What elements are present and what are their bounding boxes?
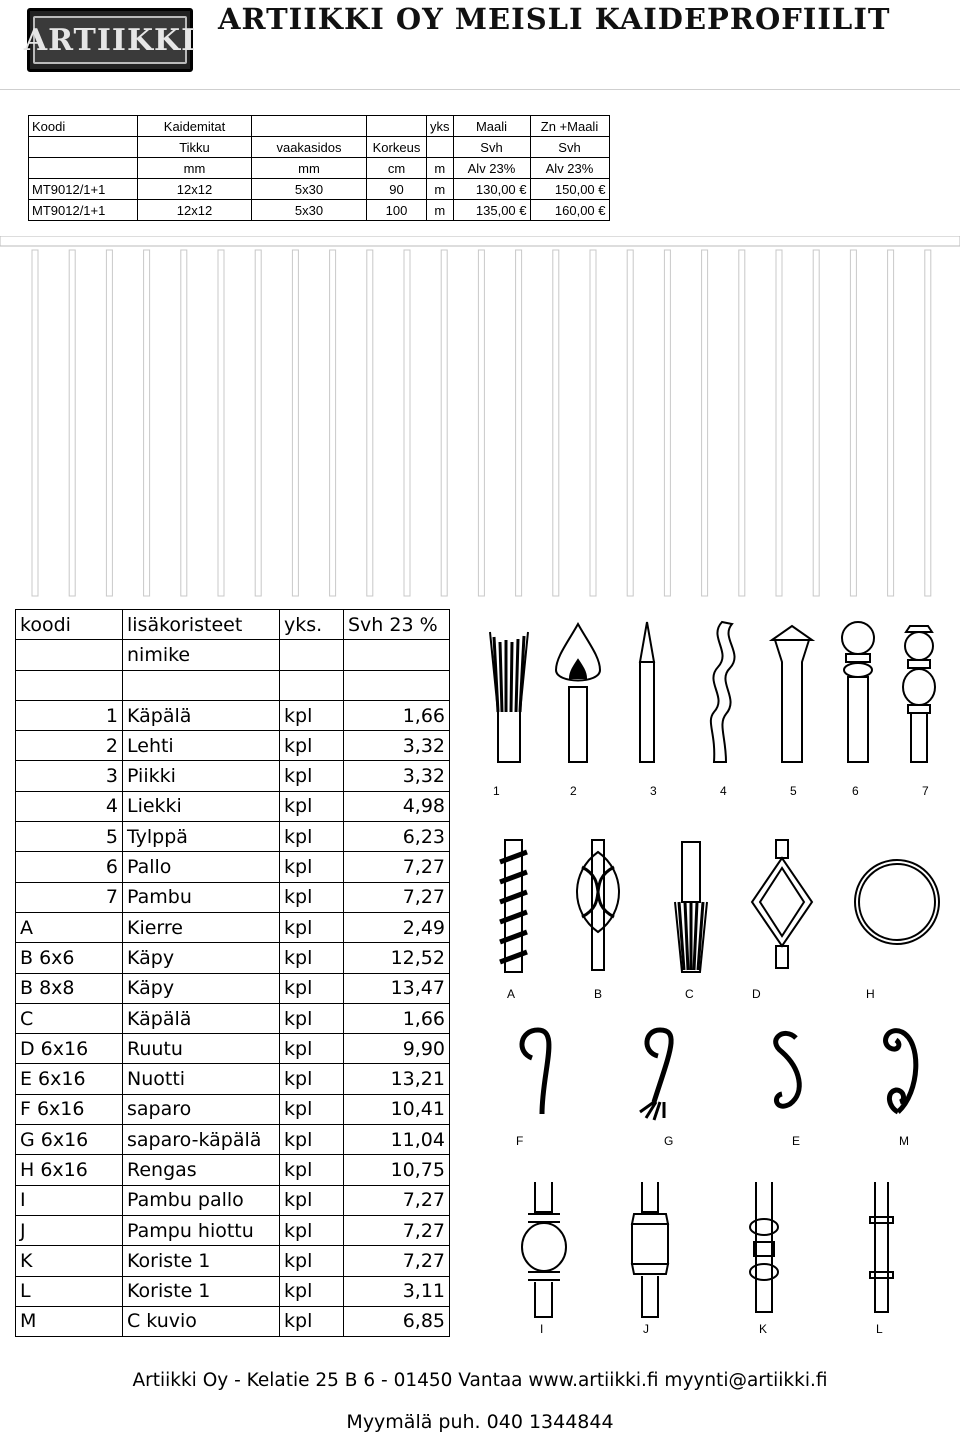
accessory-unit: kpl (280, 943, 344, 973)
price-table-row (29, 116, 610, 137)
logo-plate (23, 16, 197, 64)
accessory-name: Piikki (123, 761, 280, 791)
accessory-row (16, 1276, 450, 1306)
accessory-name: Kierre (123, 912, 280, 942)
railing-baluster (627, 250, 633, 596)
accessory-unit: kpl (280, 1003, 344, 1033)
railing-baluster (404, 250, 410, 596)
accessory-price: 7,27 (344, 1185, 450, 1215)
railing-baluster (590, 250, 596, 596)
accessory-unit: kpl (280, 973, 344, 1003)
railing-baluster (739, 250, 745, 596)
ornament-2-lehti (556, 624, 600, 762)
accessory-code: C (16, 1003, 123, 1033)
ornament-label: K (759, 1322, 768, 1336)
price-table-cell: 12x12 (138, 179, 252, 200)
railing-baluster (330, 250, 336, 596)
accessory-code: I (16, 1185, 123, 1215)
accessory-name: Koriste 1 (123, 1246, 280, 1276)
ornament-b-kapy (577, 840, 619, 970)
railing-baluster (218, 250, 224, 596)
ornament-label: M (899, 1134, 909, 1148)
accessory-code: F 6x16 (16, 1094, 123, 1124)
footer-contact: Artiikki Oy - Kelatie 25 B 6 - 01450 Vantaa www.artiikki.fi myynti@artiikki.fi (132, 1370, 828, 1391)
accessory-price: 1,66 (344, 700, 450, 730)
ornament-label: I (540, 1322, 544, 1336)
ornament-label: F (516, 1134, 524, 1148)
price-table-cell: Korkeus (367, 137, 427, 158)
railing-baluster (888, 250, 894, 596)
accessory-unit: kpl (280, 1185, 344, 1215)
accessory-unit: kpl (280, 791, 344, 821)
accessory-name: Ruutu (123, 1034, 280, 1064)
price-table-cell: Tikku (138, 137, 252, 158)
price-table-cell: 135,00 € (453, 200, 530, 221)
ornament-label: 2 (570, 784, 577, 798)
ornament-c-kapala (675, 842, 707, 972)
price-table-cell: vaakasidos (252, 137, 367, 158)
accessory-row (16, 761, 450, 791)
page-title: ARTIIKKI OY MEISLI KAIDEPROFIILIT (218, 2, 891, 36)
accessory-name: Käpy (123, 973, 280, 1003)
accessory-unit: kpl (280, 912, 344, 942)
accessory-name: Lehti (123, 731, 280, 761)
accessory-row (16, 912, 450, 942)
accessory-code: J (16, 1215, 123, 1245)
accessory-row (16, 973, 450, 1003)
railing-baluster (32, 250, 38, 596)
accessory-row (16, 1306, 450, 1336)
accessory-name: Käpy (123, 943, 280, 973)
accessory-price: 3,11 (344, 1276, 450, 1306)
accessory-code: B 6x6 (16, 943, 123, 973)
header-divider (0, 89, 960, 90)
price-table-cell: Kaidemitat (138, 116, 252, 137)
price-table-cell: yks (427, 116, 454, 137)
accessory-unit: kpl (280, 852, 344, 882)
railing-illustration (0, 236, 960, 598)
accessory-price: 10,75 (344, 1155, 450, 1185)
accessory-code: H 6x16 (16, 1155, 123, 1185)
accessory-price: 6,85 (344, 1306, 450, 1336)
price-table-cell: 150,00 € (530, 179, 609, 200)
company-logo (23, 8, 197, 72)
accessory-unit: kpl (280, 1306, 344, 1336)
railing-baluster (813, 250, 819, 596)
ornament-label: 7 (922, 784, 929, 798)
accessory-unit: kpl (280, 1246, 344, 1276)
price-table-cell (427, 137, 454, 158)
price-table-cell: Alv 23% (453, 158, 530, 179)
railing-baluster (255, 250, 261, 596)
ornament-label: C (685, 987, 694, 1001)
price-table-cell (252, 116, 367, 137)
accessory-unit: kpl (280, 1125, 344, 1155)
railing-baluster (292, 250, 298, 596)
accessory-unit: kpl (280, 761, 344, 791)
price-table-cell: cm (367, 158, 427, 179)
ornament-label: J (643, 1322, 649, 1336)
accessory-name: saparo-käpälä (123, 1125, 280, 1155)
accessory-unit: kpl (280, 1064, 344, 1094)
accessory-row (16, 1034, 450, 1064)
accessory-code: G 6x16 (16, 1125, 123, 1155)
ornament-4-liekki (711, 622, 735, 762)
accessory-price: 7,27 (344, 1215, 450, 1245)
ornament-g-saparo-kapala (640, 1030, 671, 1120)
price-table-cell: 5x30 (252, 179, 367, 200)
accessory-name: Nuotti (123, 1064, 280, 1094)
accessory-unit: kpl (280, 731, 344, 761)
accessory-name: Pampu hiottu (123, 1215, 280, 1245)
accessory-price: 6,23 (344, 822, 450, 852)
accessory-subheader-row (16, 640, 450, 670)
railing-baluster (441, 250, 447, 596)
ornament-label: 1 (493, 784, 500, 798)
ornament-6-pallo (842, 622, 874, 762)
railing-baluster (516, 250, 522, 596)
accessory-unit: kpl (280, 1276, 344, 1306)
accessory-name: Liekki (123, 791, 280, 821)
accessory-unit: kpl (280, 700, 344, 730)
price-table-row (29, 158, 610, 179)
railing-baluster (69, 250, 75, 596)
col-header-nimike: nimike (123, 640, 280, 670)
accessory-price: 11,04 (344, 1125, 450, 1155)
accessory-row (16, 1246, 450, 1276)
ornament-e-nuotti (776, 1033, 800, 1106)
col-header-svh: Svh 23 % (344, 610, 450, 640)
price-table-row (29, 179, 610, 200)
ornament-d-ruutu (752, 840, 812, 968)
railing-baluster (181, 250, 187, 596)
accessory-name: C kuvio (123, 1306, 280, 1336)
price-table-cell: m (427, 200, 454, 221)
price-table-row (29, 137, 610, 158)
accessory-code: 5 (16, 822, 123, 852)
accessory-header-row (16, 610, 450, 640)
railing-baluster (478, 250, 484, 596)
ornament-label: 4 (720, 784, 727, 798)
accessory-row (16, 852, 450, 882)
accessory-unit: kpl (280, 1094, 344, 1124)
accessory-code: E 6x16 (16, 1064, 123, 1094)
price-table-cell: MT9012/1+1 (29, 200, 138, 221)
accessory-code: B 8x8 (16, 973, 123, 1003)
railing-balusters (32, 250, 960, 596)
accessory-code: 7 (16, 882, 123, 912)
price-table-cell: 90 (367, 179, 427, 200)
accessory-price: 7,27 (344, 882, 450, 912)
ornament-1-kapala (490, 632, 528, 762)
railing-baluster (702, 250, 708, 596)
ornament-f-saparo (522, 1030, 549, 1114)
accessory-name: saparo (123, 1094, 280, 1124)
accessory-name: Pambu (123, 882, 280, 912)
accessory-price: 7,27 (344, 852, 450, 882)
price-table-row (29, 200, 610, 221)
price-table-cell: Maali (453, 116, 530, 137)
ornament-label: 3 (650, 784, 657, 798)
accessory-price: 12,52 (344, 943, 450, 973)
accessory-unit: kpl (280, 822, 344, 852)
accessory-code: 3 (16, 761, 123, 791)
railing-baluster (144, 250, 150, 596)
ornament-label: L (876, 1322, 883, 1336)
accessory-name: Tylppä (123, 822, 280, 852)
ornament-m-c-kuvio (886, 1031, 916, 1112)
accessory-code: K (16, 1246, 123, 1276)
ornament-5-tylppa (772, 626, 812, 762)
price-table-cell: Koodi (29, 116, 138, 137)
col-header-koodi: koodi (16, 610, 123, 640)
accessory-price: 10,41 (344, 1094, 450, 1124)
accessory-row (16, 1064, 450, 1094)
ornament-label: B (594, 987, 603, 1001)
price-table-cell: m (427, 158, 454, 179)
accessory-price: 1,66 (344, 1003, 450, 1033)
logo-text: ARTIIKKI (23, 22, 197, 58)
price-table-cell: Svh (530, 137, 609, 158)
accessory-price: 3,32 (344, 731, 450, 761)
price-table-cell: MT9012/1+1 (29, 179, 138, 200)
accessory-code: L (16, 1276, 123, 1306)
ornament-label: 6 (852, 784, 859, 798)
ornament-label: D (752, 987, 761, 1001)
accessory-row (16, 1094, 450, 1124)
accessory-code: 2 (16, 731, 123, 761)
accessory-unit: kpl (280, 1215, 344, 1245)
accessory-code: 6 (16, 852, 123, 882)
railing-baluster (553, 250, 559, 596)
price-table (28, 115, 610, 221)
accessory-row (16, 731, 450, 761)
accessory-price: 13,21 (344, 1064, 450, 1094)
accessory-name: Pambu pallo (123, 1185, 280, 1215)
accessory-price: 4,98 (344, 791, 450, 821)
price-table-cell: Alv 23% (530, 158, 609, 179)
ornament-drawings (470, 612, 960, 1352)
accessory-code: 1 (16, 700, 123, 730)
accessory-unit: kpl (280, 882, 344, 912)
ornament-label: 5 (790, 784, 797, 798)
ornament-label: H (866, 987, 875, 1001)
col-header-yks: yks. (280, 610, 344, 640)
railing-baluster (367, 250, 373, 596)
accessory-row (16, 1185, 450, 1215)
accessory-row (16, 822, 450, 852)
accessory-code: A (16, 912, 123, 942)
price-table-cell (29, 137, 138, 158)
accessory-spacer-row (16, 670, 450, 700)
ornament-i-pambu-pallo (522, 1182, 566, 1317)
railing-baluster (776, 250, 782, 596)
accessory-row (16, 943, 450, 973)
price-table-cell: mm (138, 158, 252, 179)
accessory-price: 2,49 (344, 912, 450, 942)
ornament-a-kierre (500, 840, 527, 972)
price-table-cell: Zn +Maali (530, 116, 609, 137)
ornament-label: G (664, 1134, 674, 1148)
railing-baluster (850, 250, 856, 596)
accessory-table (15, 609, 450, 1337)
accessory-name: Koriste 1 (123, 1276, 280, 1306)
accessory-name: Pallo (123, 852, 280, 882)
accessory-unit: kpl (280, 1155, 344, 1185)
accessory-row (16, 882, 450, 912)
accessory-code: D 6x16 (16, 1034, 123, 1064)
accessory-row (16, 791, 450, 821)
footer-phone: Myymälä puh. 040 1344844 (346, 1411, 614, 1433)
accessory-price: 7,27 (344, 1246, 450, 1276)
accessory-row (16, 1125, 450, 1155)
ornament-3-piikki (640, 622, 654, 762)
price-table-cell: 100 (367, 200, 427, 221)
accessory-unit: kpl (280, 1034, 344, 1064)
railing-top-rail (0, 236, 960, 246)
ornament-j-pampu-hiottu (632, 1182, 668, 1317)
ornament-label: E (792, 1134, 801, 1148)
price-table-cell: 160,00 € (530, 200, 609, 221)
col-header-lisakoristeet: lisäkoristeet (123, 610, 280, 640)
accessory-name: Käpälä (123, 700, 280, 730)
price-table-cell: mm (252, 158, 367, 179)
accessory-row (16, 1003, 450, 1033)
railing-baluster (106, 250, 112, 596)
accessory-name: Rengas (123, 1155, 280, 1185)
railing-baluster (925, 250, 931, 596)
price-table-cell: m (427, 179, 454, 200)
ornament-label: A (507, 987, 516, 1001)
accessory-row (16, 1215, 450, 1245)
price-table-cell: 5x30 (252, 200, 367, 221)
price-table-cell (367, 116, 427, 137)
accessory-row (16, 1155, 450, 1185)
ornament-7-pambu (903, 626, 935, 762)
accessory-price: 9,90 (344, 1034, 450, 1064)
price-table-cell: 12x12 (138, 200, 252, 221)
accessory-price: 3,32 (344, 761, 450, 791)
accessory-name: Käpälä (123, 1003, 280, 1033)
accessory-price: 13,47 (344, 973, 450, 1003)
railing-baluster (664, 250, 670, 596)
ornament-k-koriste (750, 1182, 778, 1312)
ornament-l-koriste (870, 1182, 893, 1312)
accessory-code: 4 (16, 791, 123, 821)
price-table-cell (29, 158, 138, 179)
accessory-row (16, 700, 450, 730)
accessory-code: M (16, 1306, 123, 1336)
price-table-cell: 130,00 € (453, 179, 530, 200)
ornament-h-rengas (855, 860, 939, 944)
price-table-cell: Svh (453, 137, 530, 158)
